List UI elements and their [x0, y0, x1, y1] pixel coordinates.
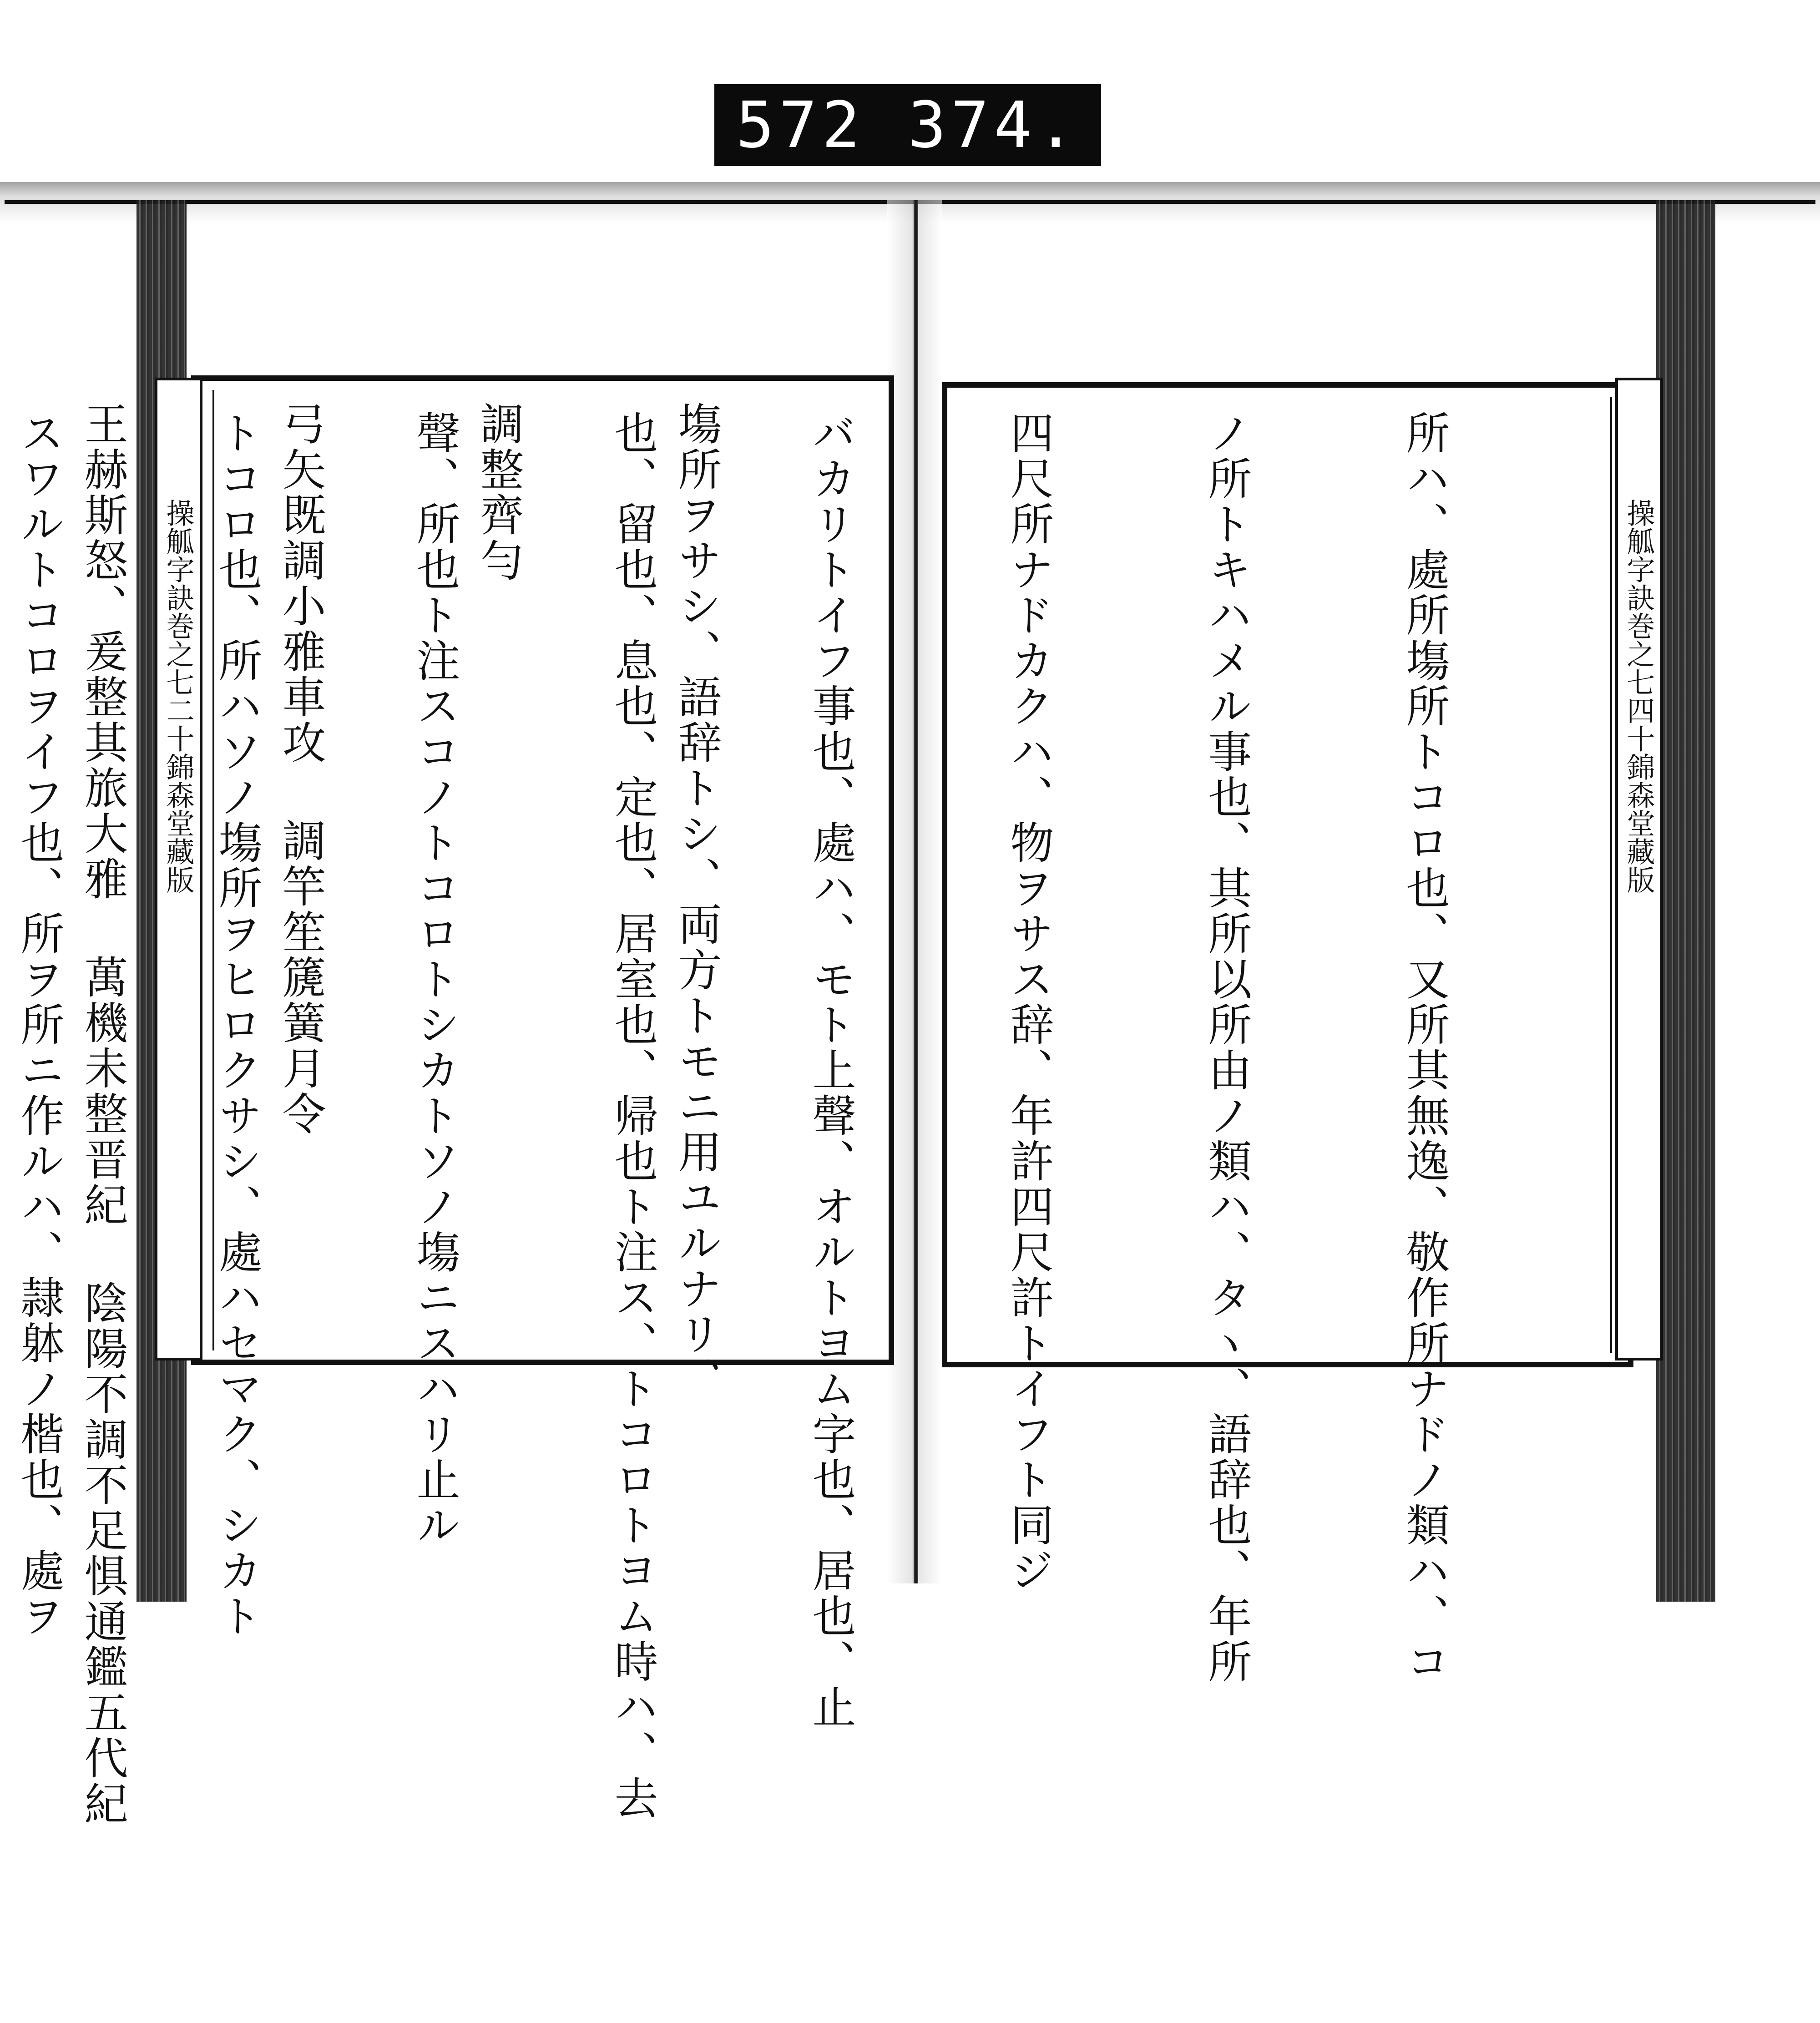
right-margin-folio: 四十: [1622, 696, 1655, 753]
right-page-inner-rule: [1610, 397, 1612, 1353]
right-column-7: トコロ也、所ハソノ塲所ヲヒロクサシ、處ハセマク、シカト: [212, 410, 263, 1639]
left-column-4: 王赫斯怒、爰整其旅大雅 萬機未整晋紀 陰陽不調不足惧通鑑五代紀: [77, 401, 128, 1826]
right-column-8: スワルトコロヲイフ也、所ヲ所ニ作ルハ、隷躰ノ楷也、處ヲ: [14, 410, 65, 1639]
right-page-text: [0, 410, 1589, 1821]
right-column-2: ノ所トキハメル事也、其所以所由ノ類ハ、タヽ、語辞也、年所: [1201, 410, 1252, 1684]
left-margin-publisher: 錦森堂藏版: [162, 753, 195, 894]
right-column-1: 所ハ、處所塲所トコロ也、又所其無逸、敬作所ナドノ類ハ、コ: [1399, 410, 1450, 1684]
right-margin-publisher: 錦森堂藏版: [1622, 753, 1655, 894]
catalog-number-right: 374.: [908, 88, 1080, 162]
right-column-6: 聲、所也ト注スコノトコロトシカトソノ塲ニスハリ止ル: [410, 410, 460, 1548]
right-column-5: 也、留也、息也、定也、居室也、帰也ト注ス、トコロトヨム時ハ、去: [607, 410, 658, 1821]
left-margin-title: 操觚字訣巻之七: [162, 499, 195, 696]
right-column-3: 四尺所ナドカクハ、物ヲサス辞、年許四尺許トイフト同ジ: [1003, 410, 1054, 1593]
left-column-1: 塲所ヲサシ、語辞トシ、両方トモニ用ユルナリ、: [671, 401, 722, 1402]
catalog-number-left: 572: [736, 88, 865, 162]
right-margin-hanshin: [1615, 378, 1663, 1360]
catalog-label-plate: [714, 84, 1101, 166]
right-column-4: バカリトイフ事也、處ハ、モト上聲、オルトヨム字也、居也、止: [805, 410, 856, 1730]
right-page-edge-strip: [1656, 200, 1715, 1602]
left-margin-folio: 二十: [162, 696, 195, 753]
right-margin-title: 操觚字訣巻之七: [1622, 499, 1655, 696]
left-column-2: 調整齊勻: [473, 401, 524, 583]
left-column-3: 弓矢既調小雅車攻 調竿笙篪簧月令: [275, 401, 326, 1137]
